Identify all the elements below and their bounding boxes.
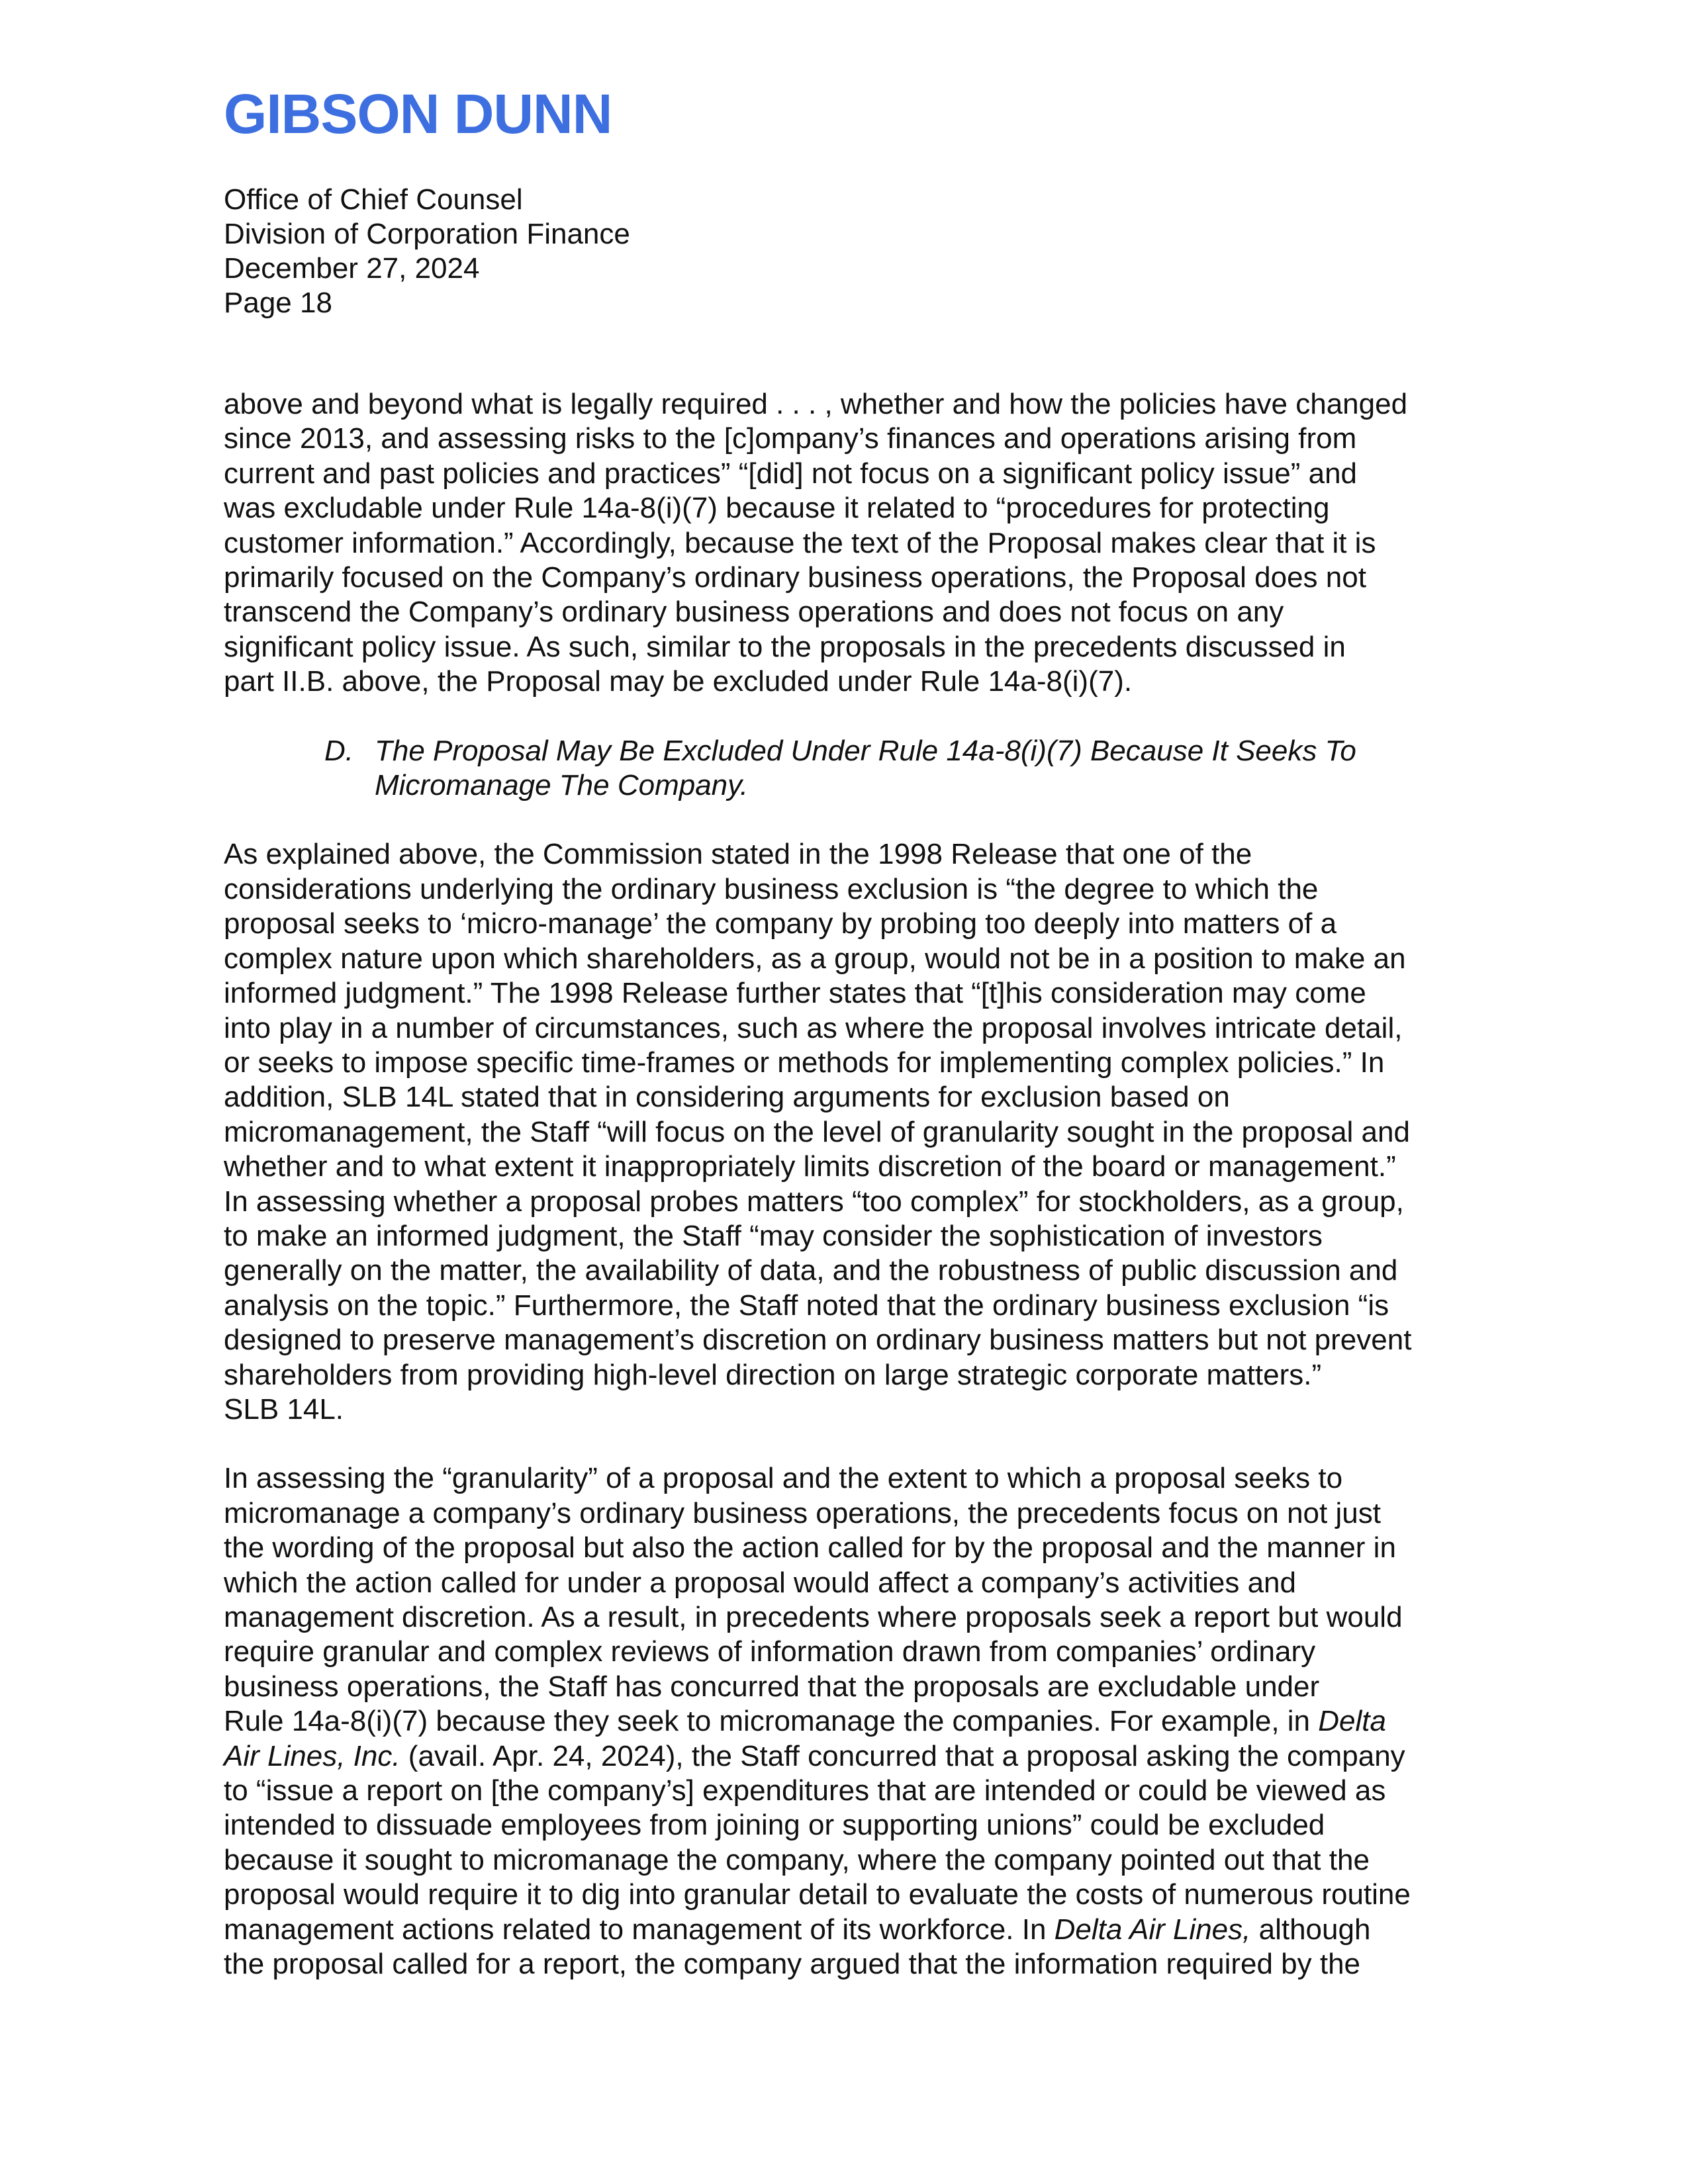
text-line [224, 1704, 1468, 1739]
text-line: which the action called for under a proposal would affect a company’s activities and [224, 1566, 1296, 1599]
text-line: require granular and complex reviews of information drawn from companies’ ordinary [224, 1635, 1316, 1668]
paragraph-3 [224, 1461, 1468, 1981]
text-line: shareholders from providing high-level direction on large strategic corporate matters.” [224, 1358, 1322, 1391]
paragraph-spacer [224, 1427, 1468, 1461]
text-line: micromanage a company’s ordinary business operations, the precedents focus on not just [224, 1496, 1381, 1529]
header-page-number: Page 18 [224, 287, 332, 319]
section-letter: D. [324, 734, 353, 767]
case-name-italic: Delta [1318, 1705, 1386, 1738]
text-line: or seeks to impose specific time-frames or methods for implementing complex policies.” In [224, 1046, 1385, 1079]
text-line: micromanagement, the Staff “will focus on the level of granularity sought in the proposal and [224, 1115, 1410, 1148]
text-line: complex nature upon which shareholders, as a group, would not be in a position to make an [224, 942, 1406, 975]
header-date: December 27, 2024 [224, 252, 480, 285]
section-heading-d [224, 734, 1468, 803]
text-line: proposal would require it to dig into granular detail to evaluate the costs of numerous routine [224, 1878, 1411, 1911]
text-line: to “issue a report on [the company’s] expenditures that are intended or could be viewed as [224, 1774, 1386, 1807]
text-line: since 2013, and assessing risks to the [c]ompany’s finances and operations arising from [224, 422, 1357, 455]
text-line: the proposal called for a report, the company argued that the information required by the [224, 1948, 1361, 1981]
case-name-italic: Delta Air Lines, [1054, 1913, 1251, 1946]
paragraph-2 [224, 837, 1468, 1427]
text-line: In assessing the “granularity” of a proposal and the extent to which a proposal seeks to [224, 1462, 1343, 1495]
text-line: generally on the matter, the availability of data, and the robustness of public discussion and [224, 1254, 1398, 1287]
text-line: In assessing whether a proposal probes matters “too complex” for stockholders, as a group, [224, 1185, 1404, 1218]
text-line: SLB 14L. [224, 1392, 344, 1426]
text-line: above and beyond what is legally required . . . , whether and how the policies have changed [224, 388, 1408, 420]
heading-line: The Proposal May Be Excluded Under Rule 14a-8(i)(7) Because It Seeks To [375, 734, 1356, 767]
text-line: was excludable under Rule 14a-8(i)(7) because it related to “procedures for protecting [224, 492, 1330, 525]
text-line: current and past policies and practices” “[did] not focus on a significant policy issue” and [224, 457, 1358, 490]
text-segment: Rule 14a-8(i)(7) because they seek to micromanage the companies. For example, in [224, 1705, 1319, 1738]
text-line: because it sought to micromanage the company, where the company pointed out that the [224, 1843, 1370, 1876]
text-line [224, 1913, 1468, 1947]
text-line: transcend the Company’s ordinary business operations and does not focus on any [224, 596, 1284, 629]
text-line: into play in a number of circumstances, such as where the proposal involves intricate detail, [224, 1011, 1403, 1044]
text-segment: although [1250, 1913, 1371, 1946]
text-line: part II.B. above, the Proposal may be excluded under Rule 14a-8(i)(7). [224, 665, 1133, 698]
text-line: business operations, the Staff has concurred that the proposals are excludable under [224, 1670, 1320, 1703]
text-line: intended to dissuade employees from joining or supporting unions” could be excluded [224, 1809, 1325, 1842]
body-text [224, 387, 1468, 1981]
text-line: to make an informed judgment, the Staff “may consider the sophistication of investors [224, 1219, 1323, 1252]
text-line: customer information.” Accordingly, because the text of the Proposal makes clear that it is [224, 526, 1376, 559]
letter-header [224, 183, 630, 320]
text-line: designed to preserve management’s discretion on ordinary business matters but not prevent [224, 1324, 1412, 1357]
paragraph-spacer [224, 803, 1468, 837]
text-line: primarily focused on the Company’s ordinary business operations, the Proposal does not [224, 561, 1366, 594]
heading-line: Micromanage The Company. [375, 769, 749, 802]
text-line: addition, SLB 14L stated that in considering arguments for exclusion based on [224, 1081, 1230, 1114]
text-line: management discretion. As a result, in precedents where proposals seek a report but would [224, 1601, 1403, 1633]
case-name-italic: Air Lines, Inc. [224, 1739, 400, 1772]
gibson-dunn-logo: GIBSON DUNN [224, 83, 612, 145]
text-line: significant policy issue. As such, similar to the proposals in the precedents discussed in [224, 630, 1346, 663]
text-line [224, 1739, 1468, 1774]
header-office: Office of Chief Counsel [224, 183, 523, 216]
text-line: the wording of the proposal but also the action called for by the proposal and the manner in [224, 1531, 1396, 1565]
text-line: whether and to what extent it inappropriately limits discretion of the board or management.” [224, 1150, 1396, 1183]
text-segment: management actions related to management of its workforce. In [224, 1913, 1055, 1946]
text-line: considerations underlying the ordinary business exclusion is “the degree to which the [224, 872, 1319, 905]
paragraph-spacer [224, 700, 1468, 734]
paragraph-1 [224, 387, 1468, 700]
text-segment: (avail. Apr. 24, 2024), the Staff concurred that a proposal asking the company [400, 1739, 1405, 1772]
text-line: informed judgment.” The 1998 Release further states that “[t]his consideration may come [224, 977, 1366, 1010]
text-line: proposal seeks to ‘micro-manage’ the company by probing too deeply into matters of a [224, 907, 1337, 940]
text-line: analysis on the topic.” Furthermore, the Staff noted that the ordinary business exclusion “is [224, 1289, 1389, 1322]
header-division: Division of Corporation Finance [224, 218, 630, 250]
text-line: As explained above, the Commission stated in the 1998 Release that one of the [224, 838, 1252, 871]
